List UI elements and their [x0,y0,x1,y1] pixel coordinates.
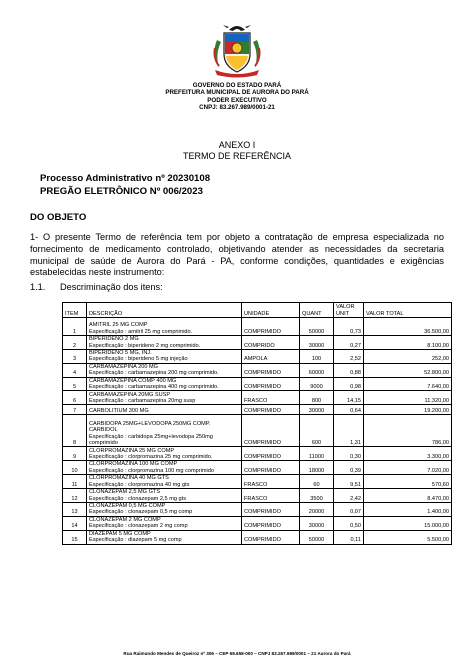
item-name: CLONAZEPAM 0,5 MG COMP [89,503,166,510]
cell-description [87,377,242,391]
item-name: CLONAZEPAM 2,5 MG GTS [89,489,161,496]
item-name: CARBIDOPA 25MG+LEVODOPA 250MG COMP. CARBIDOL [89,420,211,434]
cell-unit-value: 0,27 [334,336,364,350]
cell-quantity: 600 [300,415,334,447]
header-state: GOVERNO DO ESTADO PARÁ [192,82,282,89]
item-specification: Especificação : clorpromazina 40 mg gts [89,481,190,488]
cell-total-value: 11.320,00 [364,391,452,405]
table-row [63,475,452,489]
item-specification: Especificação : carbamazepina 400 mg comprimido. [89,384,219,391]
cell-description [87,391,242,405]
items-subtitle-label: Descriminação dos itens: [60,282,163,292]
item-name: AMITRIL 25 MG COMP [89,322,148,329]
cell-unit: COMPRIMIDO [242,415,300,447]
cell-total-value: 15.000,00 [364,516,452,530]
cell-unit: COMPRIMIDO [242,530,300,544]
cell-description [87,475,242,489]
table-row [63,318,452,336]
column-header-quantity: QUANT [300,303,334,318]
cell-description [87,503,242,517]
cell-total-value: 5.500,00 [364,530,452,544]
cell-total-value: 8.470,00 [364,489,452,503]
cell-item-number: 9 [63,447,87,461]
item-name: CARBAMAZEPINA 200 MG [89,363,159,370]
column-header-description: DESCRIÇÃO [87,303,242,318]
table-row [63,350,452,364]
item-name: CLONAZEPAM 2 MG COMP [89,516,161,523]
cell-quantity: 100 [300,350,334,364]
cell-quantity: 50000 [300,530,334,544]
cell-total-value: 252,00 [364,350,452,364]
item-specification: Especificação : clonazepam 2,5 mg gts [89,495,187,502]
cell-unit: COMPRIMIDO [242,363,300,377]
cell-unit-value: 0,64 [334,405,364,415]
cell-total-value: 786,00 [364,415,452,447]
cell-description [87,415,242,447]
cell-item-number: 12 [63,489,87,503]
annex-subtitle: TERMO DE REFERÊNCIA [182,151,291,161]
table-row [63,447,452,461]
item-name: BIPERIDENO 5 MG, INJ. [89,350,152,356]
cell-unit-value: 0,88 [334,363,364,377]
cell-total-value: 7.640,00 [364,377,452,391]
table-row [63,405,452,415]
table-row [63,336,452,350]
cell-total-value: 19.200,00 [364,405,452,415]
cell-description [87,318,242,336]
column-header-unit-value: VALOR UNIT [334,303,364,318]
annex-heading [0,140,474,162]
column-header-item: ITEM [63,303,87,318]
cell-quantity: 9000 [300,377,334,391]
cell-item-number: 15 [63,530,87,544]
cell-description [87,336,242,350]
cell-item-number: 8 [63,415,87,447]
item-specification: Especificação : carbidopa 25mg+levodopa 250mg comprimido [89,433,213,447]
cell-quantity: 50000 [300,318,334,336]
cell-total-value: 8.100,00 [364,336,452,350]
table-row [63,503,452,517]
cell-unit: COMPRIMIDO [242,461,300,475]
item-specification: Especificação : carbamazepina 200 mg comprimido. [89,370,219,377]
table-row [63,516,452,530]
cell-item-number: 3 [63,350,87,364]
section-title-objeto: DO OBJETO [30,212,87,223]
item-name: CLORPROMAZINA 40 MG GTS [89,475,169,482]
cell-item-number: 6 [63,391,87,405]
cell-item-number: 10 [63,461,87,475]
cell-total-value: 36.500,00 [364,318,452,336]
cell-quantity: 30000 [300,405,334,415]
items-table-body [63,318,452,545]
item-specification: Especificação : carbamazepina 20mg susp [89,398,196,405]
cell-description [87,461,242,475]
table-row [63,530,452,544]
cell-unit: COMPRIMIDO [242,516,300,530]
cell-quantity: 800 [300,391,334,405]
item-name: CARBAMAZEPINA COMP 400 MG [89,377,177,384]
cell-quantity: 30000 [300,516,334,530]
cell-item-number: 5 [63,377,87,391]
table-row [63,415,452,447]
cell-quantity: 3500 [300,489,334,503]
process-number: Processo Administrativo nº 20230108 [40,173,211,184]
cell-description [87,363,242,377]
cell-unit: FRASCO [242,391,300,405]
cell-unit-value: 2,52 [334,350,364,364]
cell-unit-value: 0,30 [334,447,364,461]
cell-unit: COMPRIMIDO [242,318,300,336]
item-specification: Especificação : clorpromazina 100 mg comprimido [89,467,214,474]
cell-unit: COMPRIDO [242,336,300,350]
cell-quantity: 30000 [300,336,334,350]
cell-quantity: 20000 [300,503,334,517]
table-row [63,363,452,377]
cell-unit-value: 2,42 [334,489,364,503]
cell-unit-value: 1,31 [334,415,364,447]
column-header-unit: UNIDADE [242,303,300,318]
item-name: CLORPROMAZINA 25 MG COMP [89,447,175,454]
cell-item-number: 11 [63,475,87,489]
cell-description [87,516,242,530]
header-branch: PODER EXECUTIVO [207,96,267,104]
cell-total-value: 7.020,00 [364,461,452,475]
cell-unit: COMPRIMIDO [242,503,300,517]
cell-item-number: 7 [63,405,87,415]
cell-unit: COMPRIMIDO [242,447,300,461]
item-name: CARBAMAZEPINA 20MG SUSP [89,391,171,398]
table-row [63,377,452,391]
items-subtitle-number: 1.1. [30,282,46,292]
cell-unit-value: 0,98 [334,377,364,391]
header-cnpj: CNPJ: 83.267.989/0001-21 [199,104,275,112]
cell-quantity: 60 [300,475,334,489]
annex-title: ANEXO I [218,140,256,150]
cell-unit: COMPRIMIDO [242,377,300,391]
cell-total-value: 1.400,00 [364,503,452,517]
table-row [63,391,452,405]
cell-total-value: 52.800,00 [364,363,452,377]
item-name: BIPERIDENO 2 MG [89,336,139,343]
cell-unit-value: 0,07 [334,503,364,517]
cell-unit-value: 0,11 [334,530,364,544]
table-header-row [63,303,452,318]
cell-description [87,405,242,415]
cell-unit-value: 0,50 [334,516,364,530]
item-specification: Especificação : diazepam 5 mg comp [89,537,182,544]
cell-quantity: 18000 [300,461,334,475]
item-specification: Especificação : amitril 25 mg comprimido. [89,328,193,335]
process-info [40,172,210,198]
cell-unit: AMPOLA [242,350,300,364]
cell-unit: FRASCO [242,489,300,503]
item-specification: Especificação : clonazepam 2 mg comp [89,523,188,530]
cell-unit: COMPRIMIDO [242,405,300,415]
table-row [63,489,452,503]
page-footer: Rua Raimundo Mendes de Queiroz nº 306 – CEP 68.658-000 – CNPJ 83.267.989/0001 – 21 Aurora do Pará [123,651,351,656]
cell-total-value: 3.300,00 [364,447,452,461]
cell-description [87,489,242,503]
cell-total-value: 570,60 [364,475,452,489]
cell-unit-value: 9,51 [334,475,364,489]
table-row [63,461,452,475]
cell-unit-value: 0,73 [334,318,364,336]
cell-quantity: 60000 [300,363,334,377]
item-specification: Especificação : biperideno 5 mg injeção [89,356,188,363]
objeto-paragraph: 1- O presente Termo de referência tem por objeto a contratação de empresa especializada no fornecimento de medicamento controlado, objetivando atender as necessidades da secretaria municipal de saúde de Aurora do Pará - PA, conforme condições, quantidades e exigências estabelecidas neste instrumento: [30,232,444,278]
cell-description [87,530,242,544]
cell-description [87,350,242,364]
cell-description [87,447,242,461]
column-header-total-value: VALOR TOTAL [364,303,452,318]
municipal-coat-of-arms-icon [207,22,267,78]
items-table [62,302,452,545]
cell-item-number: 2 [63,336,87,350]
cell-unit-value: 0,39 [334,461,364,475]
government-header [0,82,474,112]
cell-quantity: 11000 [300,447,334,461]
cell-item-number: 4 [63,363,87,377]
header-municipality: PREFEITURA MUNICIPAL DE AURORA DO PARÁ [165,89,309,97]
cell-unit: FRASCO [242,475,300,489]
cell-item-number: 14 [63,516,87,530]
auction-number: PREGÃO ELETRÔNICO Nº 006/2023 [40,186,203,197]
item-name: DIAZEPAM 5 MG COMP [89,530,151,537]
cell-item-number: 13 [63,503,87,517]
item-specification: Especificação : clonazepam 0,5 mg comp [89,509,193,516]
cell-item-number: 1 [63,318,87,336]
item-name: CARBOLITIUM 300 MG [89,408,149,415]
cell-unit-value: 14,15 [334,391,364,405]
items-subtitle [30,282,163,292]
item-name: CLORPROMAZINA 100 MG COMP [89,461,178,468]
item-specification: Especificação : biperideno 2 mg comprimido. [89,342,201,349]
item-specification: Especificação : clorpromazina 25 mg comprimido. [89,454,213,461]
